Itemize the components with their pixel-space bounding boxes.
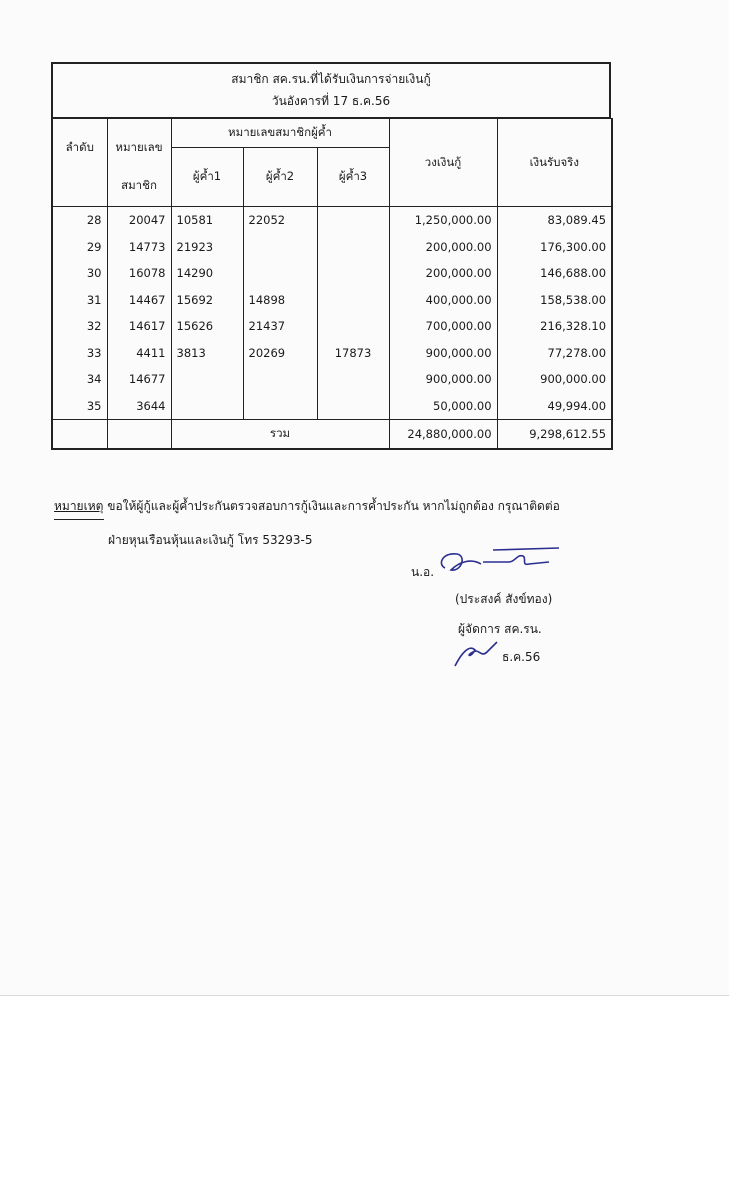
cell-member: 14467 [107,287,171,314]
cell-member: 4411 [107,340,171,367]
header-guarantor-1: ผู้ค้ำ1 [171,148,243,207]
cell-received: 216,328.10 [497,313,612,340]
cell-guarantor-3: 17873 [317,340,389,367]
note-underline [54,519,104,520]
cell-guarantor-1: 14290 [171,260,243,287]
table-row [52,287,612,314]
cell-loan: 50,000.00 [389,393,497,420]
cell-guarantor-3 [317,260,389,287]
total-empty-1 [52,420,107,450]
title-line-1: สมาชิก สค.รน.ที่ได้รับเงินการจ่ายเงินกู้ [231,72,431,86]
cell-seq: 32 [52,313,107,340]
cell-member: 14677 [107,366,171,393]
cell-loan: 900,000.00 [389,340,497,367]
signature-prefix: น.อ. [411,565,435,579]
cell-loan: 200,000.00 [389,234,497,261]
data-table [51,118,613,450]
title-line-2: วันอังคารที่ 17 ธ.ค.56 [271,94,391,108]
cell-guarantor-2: 21437 [243,313,317,340]
cell-seq: 29 [52,234,107,261]
cell-seq: 33 [52,340,107,367]
cell-member: 14773 [107,234,171,261]
note-line-2: ฝ่ายหุนเรือนหุ้นและเงินกู้ โทร 53293-5 [108,533,313,547]
cell-member: 16078 [107,260,171,287]
cell-loan: 700,000.00 [389,313,497,340]
loan-table [51,62,611,450]
cell-guarantor-2: 14898 [243,287,317,314]
cell-seq: 35 [52,393,107,420]
table-body [52,207,612,420]
cell-loan: 400,000.00 [389,287,497,314]
cell-member: 20047 [107,207,171,234]
table-row [52,207,612,234]
cell-guarantor-2: 20269 [243,340,317,367]
cell-seq: 30 [52,260,107,287]
cell-guarantor-3 [317,234,389,261]
cell-seq: 31 [52,287,107,314]
cell-guarantor-2 [243,393,317,420]
cell-guarantor-2 [243,260,317,287]
note [54,497,560,516]
header-guarantor-group: หมายเลขสมาชิกผู้ค้ำ [171,119,389,148]
header-loan: วงเงินกู้ [389,119,497,207]
cell-guarantor-2 [243,234,317,261]
cell-guarantor-1: 3813 [171,340,243,367]
cell-received: 83,089.45 [497,207,612,234]
note-label: หมายเหตุ [54,499,104,513]
cell-guarantor-2 [243,366,317,393]
signature-mark [431,544,561,580]
cell-guarantor-3 [317,393,389,420]
cell-guarantor-3 [317,287,389,314]
handwritten-date-mark [451,640,501,670]
cell-loan: 200,000.00 [389,260,497,287]
header-guarantor-2: ผู้ค้ำ2 [243,148,317,207]
total-received: 9,298,612.55 [497,420,612,450]
cell-guarantor-2: 22052 [243,207,317,234]
total-row [52,420,612,450]
table-row [52,313,612,340]
note-text: ขอให้ผู้กู้และผู้ค้ำประกันตรวจสอบการกู้เงินและการค้ำประกัน หากไม่ถูกต้อง กรุณาติดต่อ [107,499,560,513]
table-row [52,260,612,287]
table-row [52,234,612,261]
cell-guarantor-1: 10581 [171,207,243,234]
cell-received: 77,278.00 [497,340,612,367]
cell-guarantor-1 [171,393,243,420]
header-member-no-line2: สมาชิก [121,178,157,192]
total-label: รวม [171,420,389,450]
cell-seq: 34 [52,366,107,393]
cell-member: 3644 [107,393,171,420]
cell-member: 14617 [107,313,171,340]
table-row [52,366,612,393]
cell-guarantor-1: 21923 [171,234,243,261]
cell-guarantor-1: 15626 [171,313,243,340]
cell-seq: 28 [52,207,107,234]
cell-guarantor-3 [317,207,389,234]
total-loan: 24,880,000.00 [389,420,497,450]
table-row [52,393,612,420]
cell-guarantor-1: 15692 [171,287,243,314]
header-member-no [107,119,171,207]
signature-name: (ประสงค์ สังข์ทอง) [455,592,553,606]
table-row [52,340,612,367]
cell-received: 49,994.00 [497,393,612,420]
cell-guarantor-3 [317,366,389,393]
header-received: เงินรับจริง [497,119,612,207]
cell-loan: 900,000.00 [389,366,497,393]
cell-guarantor-1 [171,366,243,393]
header-guarantor-3: ผู้ค้ำ3 [317,148,389,207]
cell-received: 146,688.00 [497,260,612,287]
signature-date: ธ.ค.56 [502,650,541,664]
total-empty-2 [107,420,171,450]
signature-position: ผู้จัดการ สค.รน. [458,622,542,636]
cell-guarantor-3 [317,313,389,340]
header-seq: ลำดับ [52,119,107,207]
header-member-no-line1: หมายเลข [115,140,163,154]
cell-received: 158,538.00 [497,287,612,314]
cell-loan: 1,250,000.00 [389,207,497,234]
cell-received: 900,000.00 [497,366,612,393]
cell-received: 176,300.00 [497,234,612,261]
table-title [51,62,611,118]
